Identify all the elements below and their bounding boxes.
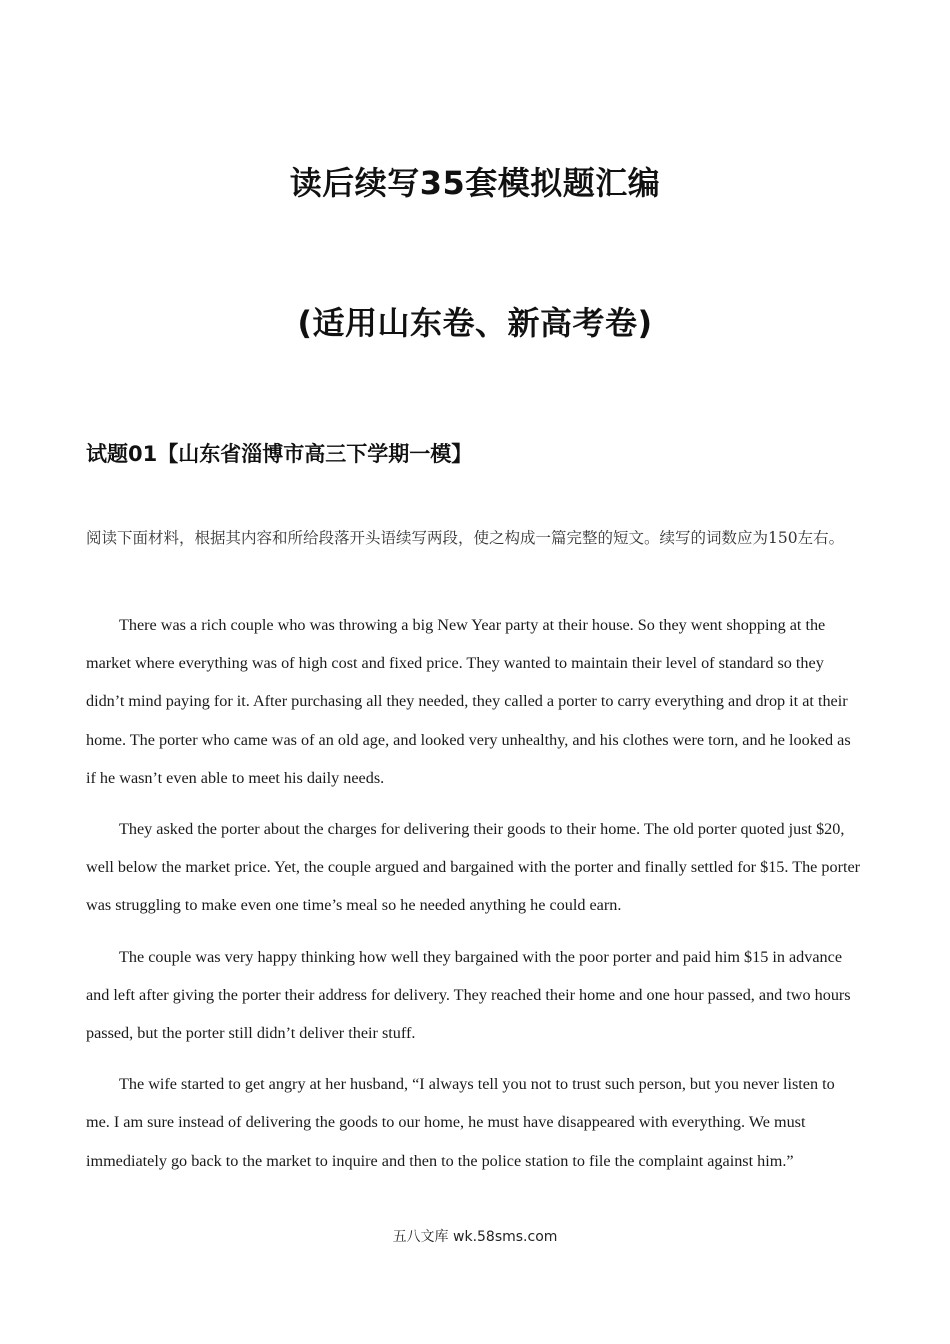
- story-body: [86, 606, 862, 1193]
- story-paragraph: The couple was very happy thinking how well they bargained with the poor porter and paid him $15 in advance and left after giving the porter their address for delivery. They reached their home and one hour passed, and two hours passed, but the porter still didn’t deliver their stuff.: [86, 947, 851, 1043]
- instructions-text: 阅读下面材料，根据其内容和所给段落开头语续写两段，使之构成一篇完整的短文。续写的词数应为150左右。: [86, 529, 845, 547]
- document-title: 读后续写35套模拟题汇编: [289, 164, 661, 202]
- story-paragraph: There was a rich couple who was throwing a big New Year party at their house. So they went shopping at the market where everything was of high cost and fixed price. They wanted to maintain their level of standard so they didn’t mind paying for it. After purchasing all they needed, they called a porter to carry everything and drop it at their home. The porter who came was of an old age, and looked very unhealthy, and his clothes were torn, and he looked as if he wasn’t even able to meet his daily needs.: [86, 616, 851, 787]
- document-subtitle: (适用山东卷、新高考卷): [297, 304, 653, 342]
- question-heading: 试题01【山东省淄博市高三下学期一模】: [86, 442, 473, 466]
- page-footer: 五八文库 wk.58sms.com: [392, 1229, 558, 1245]
- story-paragraph: The wife started to get angry at her husband, “I always tell you not to trust such person, but you never listen to me. I am sure instead of delivering the goods to our home, he must have disappeared with everything. We must immediately go back to the market to inquire and then to the police station to file the complaint against him.”: [86, 1075, 835, 1170]
- story-paragraph: They asked the porter about the charges for delivering their goods to their home. The old porter quoted just $20, well below the market price. Yet, the couple argued and bargained with the porter and finally settled for $15. The porter was struggling to make even one time’s meal so he needed anything he could earn.: [86, 820, 861, 915]
